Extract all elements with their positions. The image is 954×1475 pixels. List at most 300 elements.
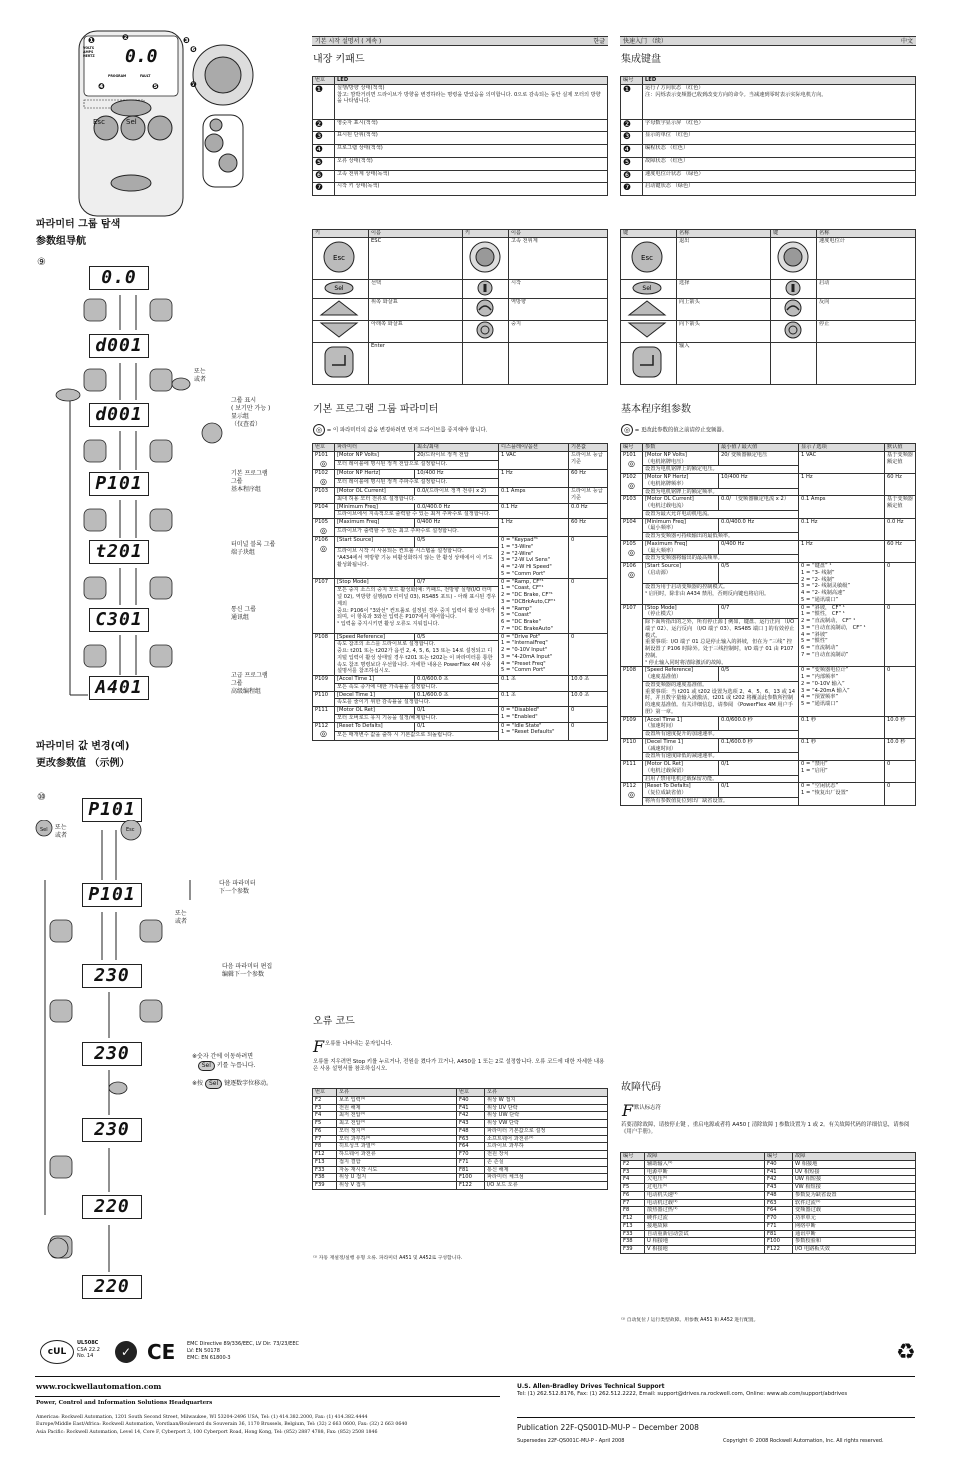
param-name: [Stop Mode]	[335, 578, 415, 587]
param-description: 设置为用于启动变频器的控制模式。 ¹ 启用时，除非由 A434 禁用，否则反向键也将启用。	[643, 583, 799, 604]
fault-name: 위상 VW 단락	[485, 1120, 608, 1128]
param-minmax: 0/1	[719, 761, 799, 776]
param-row	[313, 488, 608, 496]
param-number: P101 ◎	[621, 451, 643, 473]
fault-number: F41	[765, 1168, 793, 1176]
nav-display-1: 0.0	[89, 266, 149, 290]
param-description: 모터 레이블에 명시된 정격 전압으로 설정합니다.	[335, 460, 499, 469]
fault-number: F6	[621, 1191, 645, 1199]
fault-number: F42	[765, 1176, 793, 1184]
fault-name: 드라이브 과부하	[485, 1143, 608, 1151]
fault-number: F70	[765, 1215, 793, 1223]
fault-name: 보조 입력⁽¹⁾	[337, 1096, 457, 1104]
param-default: 0	[885, 604, 916, 667]
param-name: [Maximum Freq]	[335, 519, 415, 528]
fault-name: W 相接地	[793, 1160, 916, 1168]
edit-or-label-2: 또는 或者	[175, 910, 188, 926]
fault-name: VW 相短接	[793, 1184, 916, 1192]
fault-number: F5	[313, 1120, 337, 1128]
stop-drive-icon: ◎	[628, 790, 635, 799]
fault-row	[621, 1184, 916, 1192]
param-default: 60 Hz	[569, 469, 608, 487]
fault-row	[621, 1246, 916, 1254]
ko-key-table: 키 이름 키 이름 Esc ESC 고속 전위계 Sel 선택 시작 위쪽 화살표 역방향 아래쪽 화살표 중지 Enter	[312, 229, 608, 385]
zh-fault-title: 故障代码	[621, 1082, 661, 1093]
fault-row	[621, 1160, 916, 1168]
param-number: P109	[621, 716, 643, 738]
param-display: 0.1 초	[499, 676, 569, 692]
up-arrow-icon	[623, 299, 671, 317]
nav-flow-arrows	[40, 285, 240, 725]
param-minmax: 0/5	[719, 563, 799, 584]
edit-display-1: P101	[82, 798, 142, 822]
param-name: [Motor OL Current] （电机过载电流）	[643, 496, 719, 511]
down-arrow-icon	[623, 321, 671, 339]
fault-row	[621, 1191, 916, 1199]
start-key-icon	[465, 280, 505, 296]
param-row	[313, 578, 608, 587]
param-display: 1 Hz	[799, 474, 885, 496]
param-row	[313, 503, 608, 511]
fault-f-icon: F	[622, 1101, 634, 1120]
param-display: 0 = “禁用” 1 = “启用”	[799, 761, 885, 783]
fault-name: 파라미터 체크섬	[485, 1174, 608, 1182]
param-number: P111	[621, 761, 643, 783]
fault-name: 접지 결함	[337, 1158, 457, 1166]
param-display: 0 = "Idle State" 1 = "Reset Defaults"	[499, 722, 569, 740]
param-row	[621, 451, 916, 466]
speed-pot-icon	[465, 238, 505, 276]
ko-fault-note1: 오류를 나타내는 문자입니다.	[325, 1041, 393, 1047]
fault-name: 自动重新启动尝试	[645, 1230, 765, 1238]
fault-number: F64	[765, 1207, 793, 1215]
param-name: [Motor NP Hertz]	[335, 469, 415, 478]
fault-row	[621, 1230, 916, 1238]
enter-key-icon	[315, 343, 363, 381]
param-description: 设置所有速度降低的减速速率。	[643, 753, 799, 761]
param-minmax: 0/1	[415, 707, 499, 715]
svg-text:Esc: Esc	[333, 253, 345, 262]
fault-name: 辅助输入⁽¹⁾	[645, 1160, 765, 1168]
param-row	[313, 469, 608, 478]
zh-fault-table: 编号 故障 编号 故障 F2 辅助输入⁽¹⁾ F40 W 相接地 F3 电源中断 F41 UV 相短接 F4 欠电压⁽¹⁾ F42 UW 相短接 F5 过电压⁽¹⁾ F43 VW 相短接 F6 电动机失速⁽¹⁾ F48 参数复为缺省设置 F7 电动机过载⁽¹⁾ F63 软件过流⁽¹⁾ F8 散热器过热⁽¹⁾ F64 变频器过载 F12 硬件过流 F70 功率单元 F13 接地故障 F71 网络中断 F33 自动重新启动尝试 F81 通讯中断 F38 U 相接地 F100 参数校验和 F39 V 相接地 F122 I/O 电路板失效	[620, 1152, 916, 1254]
footer-support-title: U.S. Allen-Bradley Drives Technical Support	[517, 1383, 665, 1390]
fault-number: F122	[457, 1182, 485, 1190]
param-display: 0.1 Hz	[799, 518, 885, 540]
param-default: 10.0 秒	[885, 716, 916, 738]
fault-name: 전원 해제	[337, 1104, 457, 1112]
edit-shift-note: ※숫자 간에 이동하려면 Sel 키를 누릅니다. ※按 Sel 键逐数字位移动。	[192, 1053, 272, 1089]
param-description: 设置为电机铭牌上的额定电压。	[643, 466, 799, 474]
stop-drive-icon: ◎	[320, 543, 327, 553]
param-description: 최대 허용 모터 전류로 설정합니다.	[335, 495, 499, 503]
keypad-unit-labels: VOLTS AMPS HERTZ	[83, 46, 95, 58]
fault-number: F42	[457, 1112, 485, 1120]
edit-next-param: 다음 파라미터 下一个参数	[219, 880, 256, 896]
param-number: P108	[313, 633, 335, 676]
param-row	[621, 474, 916, 489]
param-description: 设置为变频器将输出的最高频率。	[643, 555, 799, 563]
fault-number: F33	[313, 1166, 337, 1174]
fault-name: 위상 UW 단락	[485, 1112, 608, 1120]
fault-number: F43	[765, 1184, 793, 1192]
ko-group-note: ◎ = 이 파라미터의 값을 변경하려면 먼저 드라이브를 중지해야 합니다.	[313, 424, 487, 436]
edit-sel-key[interactable]: Sel	[40, 827, 48, 833]
esc-key-icon	[315, 238, 363, 276]
param-number: P112 ◎	[313, 722, 335, 740]
param-name: [Decel Time 1] （减速时间）	[643, 738, 719, 753]
param-minmax: 0/5	[415, 537, 499, 548]
fault-number: F100	[765, 1238, 793, 1246]
param-description: 设置变频器的速度基准值。 重要事项：当 t201 或 t202 设置为选项 2、4、5、6、13 或 14 时，并且数字量输入被激活，t201 或 t202 将覆盖此参数所控制的速度基准值。有关详细信息，请参阅 《PowerFlex 4M 用户手册》第一章。	[643, 681, 799, 716]
fault-number: F12	[621, 1215, 645, 1223]
zh-group-note: ◎ = 更改此参数的值之前请停止变频器。	[621, 424, 727, 436]
edit-section-title: 파라미터 값 변경(예) 更改参数值 （示例）	[36, 741, 130, 769]
c-tick-logo: ✓	[115, 1341, 137, 1363]
param-minmax: 0/400 Hz	[415, 519, 499, 528]
param-name: [Start Source] （启动源）	[643, 563, 719, 584]
nav-section-title: 파라미터 그룹 탐색 参数组导航	[36, 219, 121, 247]
edit-esc-key[interactable]: Esc	[126, 827, 135, 833]
footer-copyright: Copyright © 2008 Rockwell Automation, Inc. All rights reserved.	[723, 1438, 884, 1444]
param-default: 드라이브 등급 기준	[569, 451, 608, 469]
fault-name: 电源中断	[645, 1168, 765, 1176]
param-number: P109	[313, 676, 335, 692]
stop-drive-icon: ◎	[628, 547, 635, 557]
fault-number: F48	[457, 1127, 485, 1135]
fault-name: U 相接地	[645, 1238, 765, 1246]
param-display: 0 = “变频器电位计” 1 = “内部频率” 2 = “0-10V 输入” 3 = “4-20mA 输入” 4 = “预置频率” 5 = “通讯端口”	[799, 667, 885, 716]
stop-drive-icon: ◎	[313, 424, 325, 436]
param-default: 0.0 Hz	[885, 518, 916, 540]
param-minmax: 10/400 Hz	[719, 474, 799, 489]
fault-name: I/O 보드 오류	[485, 1182, 608, 1190]
param-description: 드라이브에서 지속적으로 출력할 수 있는 최저 주파수로 설정합니다.	[335, 511, 499, 519]
fault-number: F2	[621, 1160, 645, 1168]
stop-drive-icon: ◎	[320, 458, 327, 468]
param-description: 将所有参数值复位到出厂缺省设置。	[643, 797, 799, 805]
param-name: [Motor OL Ret]	[335, 707, 415, 715]
param-minmax: 0/7	[719, 604, 799, 619]
fault-f-icon: F	[313, 1037, 325, 1056]
param-default: 0	[885, 563, 916, 605]
fault-name: 자동 재시작 시도	[337, 1166, 457, 1174]
param-name: [Start Source]	[335, 537, 415, 548]
edit-display-6: 220	[82, 1195, 142, 1219]
fault-number: F4	[621, 1176, 645, 1184]
param-default: 10.0 秒	[885, 738, 916, 760]
param-minmax: 0.0/(드라이브 정격 전류) x 2)	[415, 488, 499, 496]
fault-name: 变频器过载	[793, 1207, 916, 1215]
param-description: 除下面所指出的之外，所有停止源 [ 例如，键盘、运行正向 （I/O 端子 02）、运行反向 （I/O 端子 03）、RS485 端口 ] 的有效停止模式。 重要事项：I/O 端子 01 总是停止输入的斜坡，但在为 “三线” 控制设置了 P106 时除外。处于三线控制时，I/O 端子 01 由 P107 控制。 ¹ 停止输入同时将清除激活的故障。	[643, 619, 799, 667]
param-display: 0 = “空闲状态” 1 = “恢复出厂设置”	[799, 783, 885, 805]
param-row	[621, 563, 916, 584]
param-description: 启用 / 禁用电机过载保留功能。	[643, 775, 799, 783]
param-display: 1 Hz	[799, 540, 885, 562]
param-display: 0 = "Disabled" 1 = "Enabled"	[499, 707, 569, 723]
nav-group-advanced: 고급 프로그램 그룹 高级编程组	[231, 672, 268, 696]
edit-display-4: 230	[82, 1042, 142, 1066]
fault-name: 硬件过流	[645, 1215, 765, 1223]
fault-name: 通讯中断	[793, 1230, 916, 1238]
fault-number: F12	[313, 1151, 337, 1159]
stop-drive-icon: ◎	[628, 569, 635, 579]
ko-header-bar: 기본 시작 설명서 ( 계속 ) 한글	[312, 36, 608, 46]
param-name: [Motor OL Current]	[335, 488, 415, 496]
keypad-marker-5: ❺	[152, 82, 159, 91]
param-row	[621, 518, 916, 533]
fault-name: 过电压⁽¹⁾	[645, 1184, 765, 1192]
up-arrow-icon	[315, 299, 363, 317]
fault-row	[313, 1158, 608, 1166]
nav-group-terminal: 터미널 블록 그룹 端子块组	[231, 541, 276, 557]
param-row	[621, 738, 916, 753]
param-row	[313, 691, 608, 699]
param-minmax: 0.0/ （变频器额定电流 x 2）	[719, 496, 799, 511]
footer-support-line: Tel: (1) 262.512.8176, Fax: (1) 262.512.2222, Email: support@drives.ra.rockwell.com, Online: www.ab.com/support/abdrives	[517, 1391, 848, 1397]
fault-name: 위상 U 접지	[337, 1174, 457, 1182]
param-default: 60 Hz	[569, 519, 608, 537]
param-number: P101 ◎	[313, 451, 335, 469]
fault-name: 参数复为缺省设置	[793, 1191, 916, 1199]
ko-fault-footnote: ⁽¹⁾ 자동 재설정/실행 유형 오류. 파라미터 A451 및 A452로 구성합니다.	[313, 1256, 463, 1261]
edit-next-edit: 다음 파라미터 편집 编辑下一个参数	[222, 963, 273, 979]
param-name: [Speed Reference] （速度基准值）	[643, 667, 719, 682]
param-row	[621, 716, 916, 731]
fault-name: V 相接地	[645, 1246, 765, 1254]
param-display: 1 Hz	[499, 519, 569, 537]
footer-supersedes: Supersedes 22F-QS001C-MU-P - April 2008	[517, 1438, 625, 1444]
stop-drive-icon: ◎	[628, 480, 635, 490]
footer-hq-title: Power, Control and Information Solutions Headquarters	[36, 1400, 213, 1406]
fault-number: F8	[621, 1207, 645, 1215]
fault-name: 网络中断	[793, 1222, 916, 1230]
svg-text:Sel: Sel	[642, 284, 652, 292]
fault-row	[621, 1199, 916, 1207]
fault-number: F63	[457, 1135, 485, 1143]
sel-key-icon	[315, 280, 363, 296]
param-row	[313, 537, 608, 548]
param-row	[621, 496, 916, 511]
param-description: 设置为电机铭牌上的额定频率。	[643, 488, 799, 496]
param-minmax: 0.0/400.0 Hz	[415, 503, 499, 511]
fault-row	[621, 1238, 916, 1246]
param-description: 모터 오버로드 유지 기능을 설정/해제합니다.	[335, 714, 499, 722]
fault-number: F64	[457, 1143, 485, 1151]
param-name: [Maximum Freq] （最大频率）	[643, 540, 719, 555]
fault-row	[621, 1168, 916, 1176]
param-default: 0	[569, 578, 608, 633]
param-name: [Accel Time 1]	[335, 676, 415, 684]
param-description: 속도 참조의 소스를 드라이브로 설정합니다. 중요: t201 또는 t202가 옵션 2, 4, 5, 6, 13 또는 14로 설정되고 디지털 입력이 활성 상태일 경우 t201 또는 t202는 이 파라미터를 통한 속도 참조 명령보다 우선합니다. 자세한 내용은 PowerFlex 4M 사용 설명서를 참조하십시오.	[335, 641, 499, 676]
fault-name: 接地故障	[645, 1222, 765, 1230]
param-row	[313, 722, 608, 731]
fault-number: F4	[313, 1112, 337, 1120]
param-name: [Stop Mode] （停止模式）	[643, 604, 719, 619]
fault-number: F7	[621, 1199, 645, 1207]
svg-text:Sel: Sel	[334, 284, 344, 292]
param-number: P102 ◎	[621, 474, 643, 496]
param-row	[313, 519, 608, 528]
fault-name: 히트싱크 과열⁽¹⁾	[337, 1143, 457, 1151]
fault-number: F41	[457, 1104, 485, 1112]
param-minmax: 0/5	[415, 633, 499, 641]
fault-name: 하드웨어 과전류	[337, 1151, 457, 1159]
param-description: 设置所有速度提升的加速速率。	[643, 731, 799, 739]
param-name: [Minimum Freq]	[335, 503, 415, 511]
param-display: 1 Hz	[499, 469, 569, 487]
fault-name: UW 相短接	[793, 1176, 916, 1184]
param-display: 0.1 초	[499, 691, 569, 707]
param-number: P104	[621, 518, 643, 540]
param-display: 1 VAC	[499, 451, 569, 469]
fault-number: F40	[765, 1160, 793, 1168]
fault-row	[621, 1207, 916, 1215]
param-minmax: 0.1/600.0 초	[415, 691, 499, 699]
keypad-sel-key[interactable]: Sel	[126, 118, 137, 126]
fault-name: 电动机失速⁽¹⁾	[645, 1191, 765, 1199]
param-row	[621, 540, 916, 555]
nav-group-comm: 통신 그룹 通讯组	[231, 606, 257, 622]
enter-key-icon	[623, 343, 671, 381]
param-display: 0.1 Amps	[799, 496, 885, 518]
stop-drive-icon: ◎	[621, 424, 633, 436]
nav-group-basic: 기본 프로그램 그룹 基本程序组	[231, 470, 268, 494]
zh-fault-note2: 若要清除故障，请按停止键 ，重启电源或者将 A450 [ 清除故障 ] 参数设置为 1 或 2。有关故障代码的详细信息，请参阅 《用户手册》。	[621, 1122, 910, 1136]
param-default: 드라이브 등급 기준	[569, 488, 608, 504]
param-display: 0 = "Ramp, CF"¹ 1 = "Coast, CF"¹ 2 = "DC Brake, CF"¹ 3 = "DCBrkAuto,CF"¹ 4 = "Ramp" 5 = "Coast" 6 = "DC Brake" 7 = "DC BrakeAuto"	[499, 578, 569, 633]
param-default: 10.0 초	[569, 691, 608, 707]
param-number: P110	[313, 691, 335, 707]
param-name: [Reset To Defalts]	[335, 722, 415, 731]
param-default: 0	[885, 667, 916, 716]
param-description: 드라이브가 출력할 수 있는 최고 주파수로 설정합니다.	[335, 528, 499, 537]
footer-publication: Publication 22F-QS001D-MU-P – December 2008	[517, 1423, 699, 1432]
param-default: 0	[885, 761, 916, 783]
param-minmax: 0/7	[415, 578, 499, 587]
param-default: 0.0 Hz	[569, 503, 608, 519]
param-description: 드라이브 시작 시 사용되는 컨트롤 시스템을 설정합니다. ¹A434에서 역방향 기능 비활성화하지 않는 한 활성 상태에서 이 키도 활성화됩니다.	[335, 548, 499, 578]
fault-row	[621, 1176, 916, 1184]
ce-logo: CE	[147, 1340, 176, 1364]
sel-key-icon	[623, 280, 671, 296]
nav-display-6: C301	[89, 608, 149, 632]
param-row	[621, 667, 916, 682]
fault-name: 散热器过热⁽¹⁾	[645, 1207, 765, 1215]
param-default: 基于变频器额定值	[885, 496, 916, 518]
fault-name: 위상 W 접지	[485, 1096, 608, 1104]
edit-display-5: 230	[82, 1118, 142, 1142]
reverse-key-icon	[773, 299, 813, 317]
param-number: P103	[313, 488, 335, 504]
fault-number: F2	[313, 1096, 337, 1104]
param-number: P105 ◎	[313, 519, 335, 537]
fault-row	[313, 1135, 608, 1143]
esc-key-icon	[623, 238, 671, 276]
fault-row	[313, 1174, 608, 1182]
param-description: 모든 중지 소스의 중지 모드 활성화(예: 키패드, 전방향 실행(I/O 터미널 02), 역방향 실행(I/O 터미널 03), RS485 포트) - 아래 표시된 경우 제외 중요: P106이 "3와선" 컨트롤로 설정된 경우 중지 입력이 활성 상태가 되며, 이 항목과 3와선 입력은 P107에서 제어합니다. ¹ 입력을 중지시키면 활성 오류도 지워집니다.	[335, 587, 499, 633]
param-minmax: 20/ 变频器额定电压	[719, 451, 799, 466]
fault-name: 파라미터 기본값으로 설정	[485, 1127, 608, 1135]
ko-fault-note2: 오류를 지우려면 Stop 키를 누르거나, 전원을 켰다가 끄거나, A450을 1 또는 2로 설정합니다. 오류 코드에 대한 자세한 내용은 사용 설명서를 참조하십시오.	[313, 1059, 605, 1073]
fault-number: F43	[457, 1120, 485, 1128]
nav-display-4: P101	[89, 472, 149, 496]
fault-name: 최고 전압⁽¹⁾	[337, 1120, 457, 1128]
fault-name: UV 相短接	[793, 1168, 916, 1176]
param-name: [Motor NP Hertz] （电机铭牌频率）	[643, 474, 719, 489]
param-row	[313, 633, 608, 641]
fault-name: 모터 과부하⁽¹⁾	[337, 1135, 457, 1143]
fault-name: 参数校验和	[793, 1238, 916, 1246]
fault-number: F3	[621, 1168, 645, 1176]
stop-key-icon	[773, 321, 813, 339]
fault-name: 손 손실	[485, 1158, 608, 1166]
fault-number: F81	[457, 1166, 485, 1174]
fault-name: 위상 UV 단락	[485, 1104, 608, 1112]
nav-group-display: 그룹 표시 ( 보기만 가능 ) 显示组 （仅查看）	[231, 397, 271, 429]
fault-row	[313, 1143, 608, 1151]
zh-key-table: 键 名称 键 名称 Esc 退出 速度电位计 Sel 选择 启动 向上箭头 反向 向下箭头 停止 输入	[620, 229, 916, 385]
fault-number: F38	[621, 1238, 645, 1246]
param-number: P106 ◎	[621, 563, 643, 605]
param-number: P107	[621, 604, 643, 667]
param-name: [Motor NP Volts]	[335, 451, 415, 460]
param-display: 0.1 秒	[799, 716, 885, 738]
fault-number: F5	[621, 1184, 645, 1192]
param-minmax: 10/400 Hz	[415, 469, 499, 478]
fault-name: 모터 정지⁽¹⁾	[337, 1127, 457, 1135]
footer-url[interactable]: www.rockwellautomation.com	[36, 1382, 162, 1391]
zh-fault-footnote: ⁽¹⁾ 自动复位 / 运行类型故障。用参数 A451 和 A452 进行配置。	[621, 1318, 759, 1323]
param-display: 0 = “斜坡， CF” ¹ 1 = “惯性， CF” ¹ 2 = “直流制动， CF” ¹ 3 = “自动直流制动， CF” ¹ 4 = “斜坡” 5 = “惯性” 6 = “直流制动” 7 = “自动直流制动”	[799, 604, 885, 667]
fault-number: F71	[765, 1222, 793, 1230]
fault-row	[313, 1112, 608, 1120]
ko-led-table: 번호 LED ❶ 실행/방향 상태(적색) 참고: 깜박거리면 드라이브가 방향을 변경하라는 명령을 받았음을 의미합니다. 0으로 감속되는 동안 실제 모터의 방향을 나타냅니다. ❷ 영숫자 표시(적색) ❸ 표시된 단위(적색) ❹ 프로그램 상태(적색) ❺ 오류 상태(적색) ❻ 고속 전위계 상태(녹색) ❼ 시작 키 상태(녹색)	[312, 76, 608, 196]
fault-row	[313, 1127, 608, 1135]
param-default: 基于变频器额定值	[885, 451, 916, 473]
fault-name: 통신 해제	[485, 1166, 608, 1174]
fault-row	[621, 1222, 916, 1230]
keypad-marker-3: ❸	[183, 36, 190, 45]
keypad-esc-key[interactable]: Esc	[93, 118, 105, 126]
nav-marker: ⑨	[37, 257, 46, 268]
param-description: 设置为最大允许电动机电流。	[643, 510, 799, 518]
param-minmax: 0.1/600.0 秒	[719, 738, 799, 753]
footer-hq-lines: Americas: Rockwell Automation, 1201 South Second Street, Milwaukee, WI 53204-2496 USA, Tel: (1) 414.382.2000, Fax: (1) 414.382.4444 Europe/Middle East/Africa: Rockwell Automation, Vorstlaan/Boulevard du Souverain 36, 1170 Brussels, Belgium, Tel: (32) 2 663 0600, Fax: (32) 2 663 0640 Asia Pacific: Rockwell Automation, Level 14, Core F, Cyberport 3, 100 Cyberport Road, Hong Kong, Tel: (852) 2887 4788, Fax: (852) 2508 1846	[36, 1415, 408, 1435]
fault-number: F39	[621, 1246, 645, 1254]
param-display: 1 VAC	[799, 451, 885, 473]
fault-row	[313, 1182, 608, 1190]
keypad-fault-label: FAULT	[140, 74, 151, 78]
fault-number: F33	[621, 1230, 645, 1238]
nav-display-2: d001	[89, 334, 149, 358]
param-name: [Motor OL Ret] （电机过载保留）	[643, 761, 719, 776]
ul-logo: cUL	[40, 1340, 74, 1364]
param-default: 0	[885, 783, 916, 805]
param-number: P107	[313, 578, 335, 633]
nav-or-label: 또는 或者	[194, 368, 207, 384]
param-name: [Minimum Freq] （最小频率）	[643, 518, 719, 533]
ko-param-table: 번호 파라미터 최소/최대 디스플레이/옵션 기본값 P101 ◎ [Motor NP Volts] 20/드라이브 정격 전압 1 VAC 드라이브 등급 기준 모터 레이블에 명시된 정격 전압으로 설정합니다. P102 ◎ [Motor NP Hertz] 10/400 Hz 1 Hz 60 Hz 모터 레이블에 명시된 정격 주파수로 설정합니다. P103 [Motor OL Current] 0.0/(드라이브 정격 전류) x 2) 0.1 Amps 드라이브 등급 기준 최대 허용 모터 전류로 설정합니다. P104 [Minimum Freq] 0.0/400.0 Hz 0.1 Hz 0.0 Hz 드라이브에서 지속적으로 출력할 수 있는 최저 주파수로 설정합니다. P105 ◎ [Maximum Freq] 0/400 Hz 1 Hz 60 Hz 드라이브가 출력할 수 있는 최고 주파수로 설정합니다. P106 ◎ [Start Source] 0/5 0 = "Keypad"¹ 1 = "3-Wire" 2 = "2-Wire" 3 = "2-W Lvl Sens" 4 = "2-W Hi Speed" 5 = "Comm Port" 0 드라이브 시작 시 사용되는 컨트롤 시스템을 설정합니다. ¹A434에서 역방향 기능 비활성화하지 않는 한 활성 상태에서 이 키도 활성화됩니다. P107 [Stop Mode] 0/7 0 = "Ramp, CF"¹ 1 = "Coast, CF"¹ 2 = "DC Brake, CF"¹ 3 = "DCBrkAuto,CF"¹ 4 = "Ramp" 5 = "Coast" 6 = "DC Brake" 7 = "DC BrakeAuto" 0 모든 중지 소스의 중지 모드 활성화(예: 키패드, 전방향 실행(I/O 터미널 02), 역방향 실행(I/O 터미널 03), RS485 포트) - 아래 표시된 경우 제외 중요: P106이 "3와선" 컨트롤로 설정된 경우 중지 입력이 활성 상태가 되며, 이 항목과 3와선 입력은 P107에서 제어합니다. ¹ 입력을 중지시키면 활성 오류도 지워집니다. P108 [Speed Reference] 0/5 0 = "Drive Pot" 1 = "InternalFreq" 2 = "0-10V Input" 3 = "4-20mA Input" 4 = "Preset Freq" 5 = "Comm Port" 0 속도 참조의 소스를 드라이브로 설정합니다. 중요: t201 또는 t202가 옵션 2, 4, 5, 6, 13 또는 14로 설정되고 디지털 입력이 활성 상태일 경우 t201 또는 t202는 이 파라미터를 통한 속도 참조 명령보다 우선합니다. 자세한 내용은 PowerFlex 4M 사용 설명서를 참조하십시오. P109 [Accel Time 1] 0.0/600.0 초 0.1 초 10.0 초 모든 속도 증가에 대한 가속률을 설정합니다. P110 [Decel Time 1] 0.1/600.0 초 0.1 초 10.0 초 속도를 줄이기 위한 감속률을 설정합니다. P111 [Motor OL Ret] 0/1 0 = "Disabled" 1 = "Enabled" 0 모터 오버로드 유지 기능을 설정/해제합니다. P112 ◎ [Reset To Defalts] 0/1 0 = "Idle State" 1 = "Reset Defaults" 0 모든 매개변수 값을 출하 시 기본값으로 되돌립니다.	[312, 443, 608, 741]
param-minmax: 0/1	[719, 783, 799, 798]
param-minmax: 0/5	[719, 667, 799, 682]
fault-row	[621, 1215, 916, 1223]
fault-name: 欠电压⁽¹⁾	[645, 1176, 765, 1184]
param-minmax: 0.0/600.0 초	[415, 676, 499, 684]
fault-number: F100	[457, 1174, 485, 1182]
ko-fault-title: 오류 코드	[313, 1016, 355, 1027]
fault-number: F39	[313, 1182, 337, 1190]
